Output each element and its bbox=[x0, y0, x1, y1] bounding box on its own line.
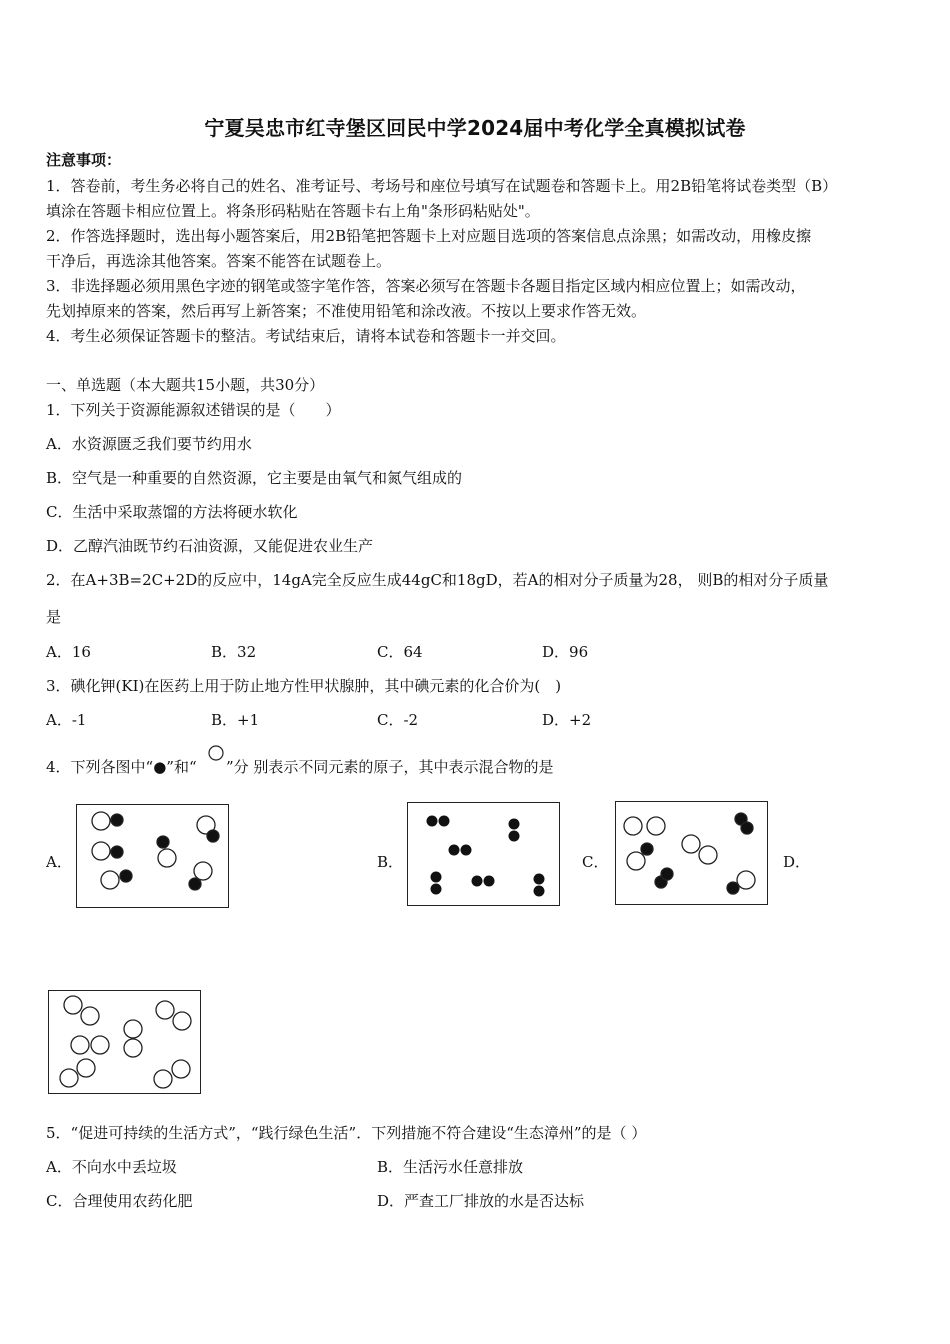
notice-line: 4．考生必须保证答题卡的整洁。考试结束后，请将本试卷和答题卡一并交回。 bbox=[46, 327, 566, 345]
q1-option-c: C．生活中采取蒸馏的方法将硬水软化 bbox=[46, 503, 298, 521]
q4-label-d: D． bbox=[783, 853, 811, 871]
q4-stem-part2: ”分 别表示不同元素的原子，其中表示混合物的是 bbox=[226, 758, 554, 776]
diagram-a-molecules bbox=[77, 805, 228, 907]
notice-line: 1．答卷前，考生务必将自己的姓名、准考证号、考场号和座位号填写在试题卷和答题卡上。用2B铅笔将试卷类型（B） bbox=[46, 177, 838, 195]
page-title: 宁夏吴忠市红寺堡区回民中学2024届中考化学全真模拟试卷 bbox=[204, 116, 746, 140]
open-circle-atom-icon bbox=[206, 744, 226, 764]
q4-stem-part1: 4．下列各图中“●”和“ bbox=[46, 758, 197, 776]
q3-option-d: D．+2 bbox=[542, 711, 592, 729]
q2-option-d: D．96 bbox=[542, 643, 589, 661]
diagram-a bbox=[76, 804, 229, 908]
q4-label-b: B． bbox=[377, 853, 404, 871]
diagram-b bbox=[407, 802, 560, 906]
q5-option-c: C．合理使用农药化肥 bbox=[46, 1192, 193, 1210]
q1-option-b: B．空气是一种重要的自然资源，它主要是由氧气和氮气组成的 bbox=[46, 469, 463, 487]
q2-option-a: A．16 bbox=[46, 643, 91, 661]
q5-option-d: D．严查工厂排放的水是否达标 bbox=[377, 1192, 585, 1210]
notice-line: 先划掉原来的答案，然后再写上新答案；不准使用铅笔和涂改液。不按以上要求作答无效。 bbox=[46, 302, 647, 320]
q1-stem: 1．下列关于资源能源叙述错误的是（ ） bbox=[46, 401, 341, 419]
q5-option-a: A．不向水中丢垃圾 bbox=[46, 1158, 177, 1176]
q2-stem-cont: 是 bbox=[46, 608, 62, 626]
diagram-c bbox=[615, 801, 768, 905]
q2-stem: 2．在A+3B=2C+2D的反应中，14gA完全反应生成44gC和18gD，若A的相对分子质量为28， 则B的相对分子质量 bbox=[46, 571, 829, 589]
section-heading: 一、单选题（本大题共15小题，共30分） bbox=[46, 376, 325, 394]
q4-label-a: A． bbox=[46, 853, 72, 871]
q3-stem: 3．碘化钾(KI)在医药上用于防止地方性甲状腺肿，其中碘元素的化合价为( ) bbox=[46, 677, 562, 695]
q1-option-d: D．乙醇汽油既节约石油资源，又能促进农业生产 bbox=[46, 537, 374, 555]
diagram-b-molecules bbox=[408, 803, 559, 905]
q3-option-c: C．-2 bbox=[377, 711, 419, 729]
q3-option-a: A．-1 bbox=[46, 711, 87, 729]
notice-line: 3．非选择题必须用黑色字迹的钢笔或签字笔作答，答案必须写在答题卡各题目指定区域内相应位置上；如需改动， bbox=[46, 277, 806, 295]
q1-option-a: A．水资源匮乏我们要节约用水 bbox=[46, 435, 252, 453]
diagram-d-molecules bbox=[49, 991, 200, 1093]
q2-option-c: C．64 bbox=[377, 643, 423, 661]
notice-heading: 注意事项： bbox=[46, 151, 122, 169]
q4-label-c: C． bbox=[582, 853, 609, 871]
notice-line: 2．作答选择题时，选出每小题答案后，用2B铅笔把答题卡上对应题目选项的答案信息点涂黑；如需改动，用橡皮擦 bbox=[46, 227, 812, 245]
q5-option-b: B．生活污水任意排放 bbox=[377, 1158, 524, 1176]
diagram-d bbox=[48, 990, 201, 1094]
notice-line: 填涂在答题卡相应位置上。将条形码粘贴在答题卡右上角"条形码粘贴处"。 bbox=[46, 202, 540, 220]
notice-line: 干净后，再选涂其他答案。答案不能答在试题卷上。 bbox=[46, 252, 392, 270]
q3-option-b: B．+1 bbox=[211, 711, 260, 729]
diagram-c-molecules bbox=[616, 802, 767, 904]
q2-option-b: B．32 bbox=[211, 643, 257, 661]
q5-stem: 5．“促进可持续的生活方式”，“践行绿色生活”．下列措施不符合建设“生态漳州”的是（ ） bbox=[46, 1124, 647, 1142]
